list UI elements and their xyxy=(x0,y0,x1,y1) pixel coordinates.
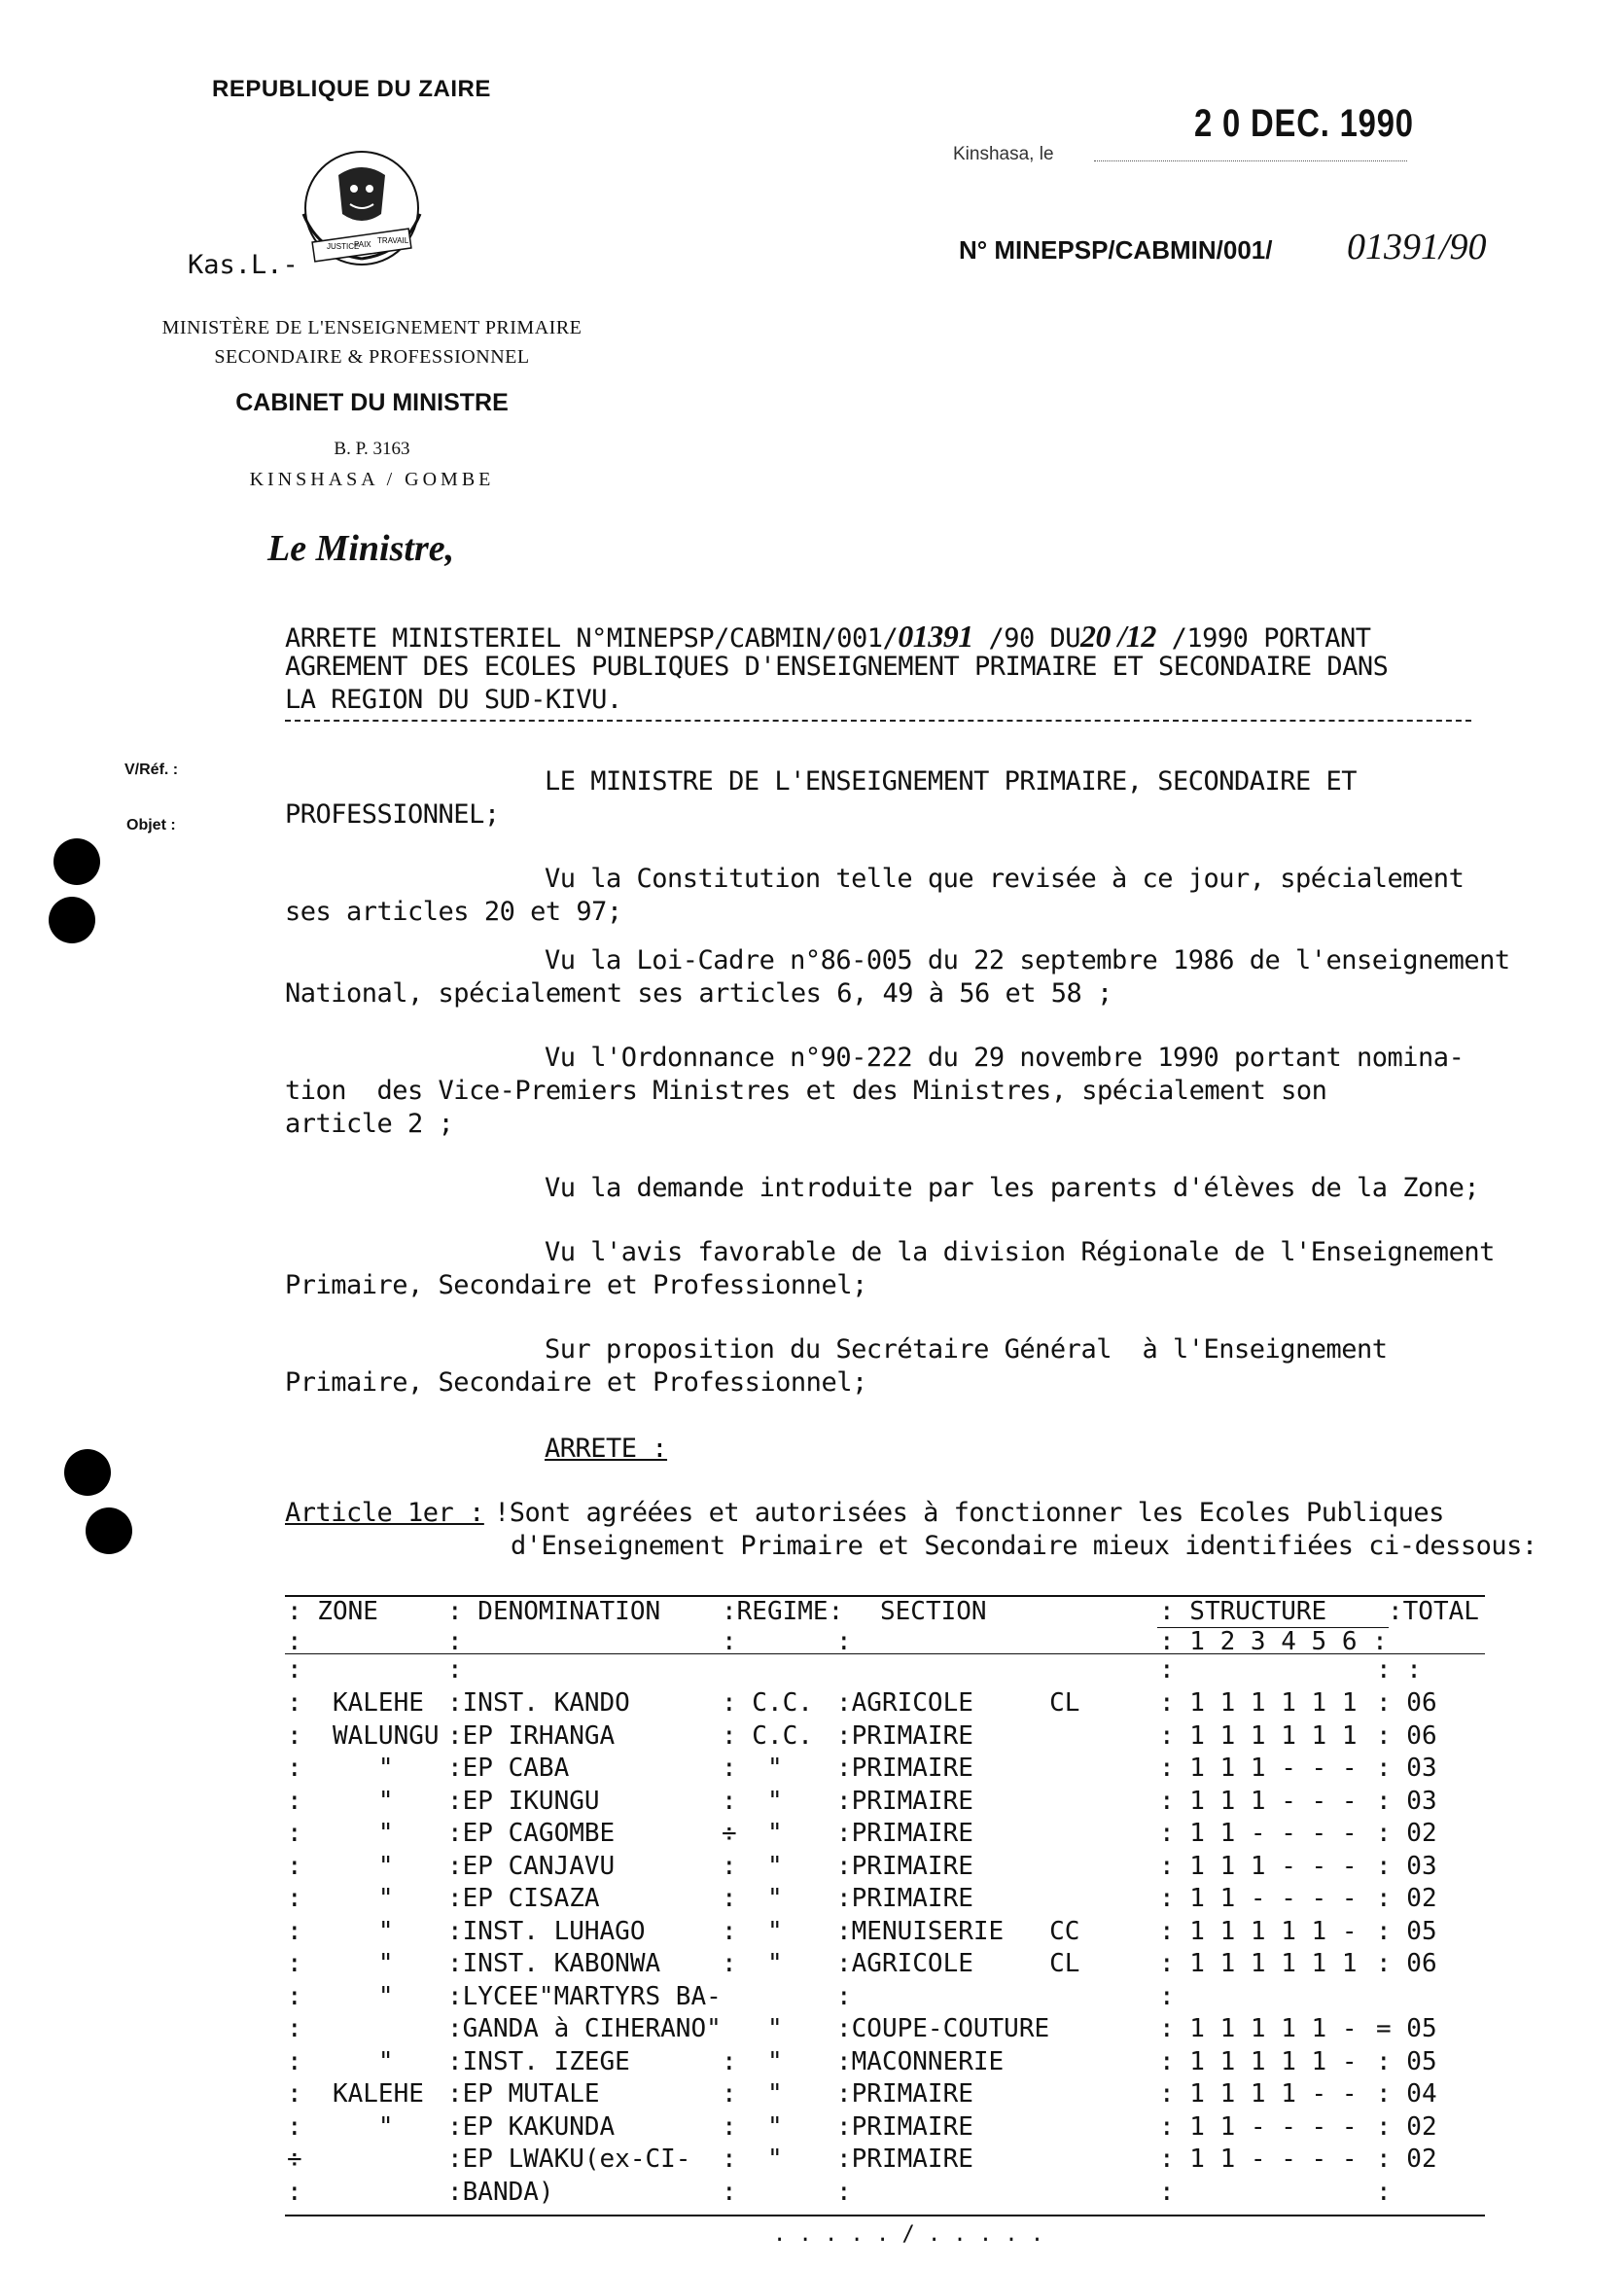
place-date-label: Kinshasa, le xyxy=(953,144,1054,164)
cell-zone: : KALEHE xyxy=(287,1688,424,1718)
cell-regime: ÷ " xyxy=(722,1819,783,1848)
punch-hole xyxy=(86,1507,132,1554)
cell-regime: : C.C. xyxy=(722,1720,813,1751)
cell-zone: : " xyxy=(287,1949,394,1978)
cell-total: : 03 xyxy=(1376,1754,1437,1783)
cell-structure: : 1 1 1 - - - xyxy=(1159,1786,1358,1816)
cell-denomination: :EP CABA xyxy=(447,1754,570,1783)
cell-section: :PRIMAIRE xyxy=(836,1720,973,1751)
cell-zone: : " xyxy=(287,1884,394,1913)
vu-loi-cadre-line-2: National, spécialement ses articles 6, 49 à 56 et 58 ; xyxy=(285,978,1112,1009)
cell-section: : xyxy=(836,1981,852,2011)
cell-denomination: :EP KAKUNDA xyxy=(447,2111,616,2142)
cabinet-title: CABINET DU MINISTRE xyxy=(235,389,509,416)
handwritten-number: 01391 xyxy=(898,619,973,654)
cell-denomination: :EP CAGOMBE xyxy=(447,1819,616,1848)
table-header-rule xyxy=(285,1653,1485,1654)
cell-total: : 05 xyxy=(1376,2046,1437,2076)
republic-title: REPUBLIQUE DU ZAIRE xyxy=(212,76,491,102)
vu-loi-cadre-line-1: Vu la Loi-Cadre n°86-005 du 22 septembre 1986 de l'enseignement xyxy=(545,945,1510,975)
sur-proposition-line-1: Sur proposition du Secrétaire Général à l'Enseignement xyxy=(545,1334,1388,1365)
po-box: B. P. 3163 xyxy=(334,439,410,459)
punch-hole xyxy=(64,1449,111,1496)
vu-demande-line-1: Vu la demande introduite par les parents d'élèves de la Zone; xyxy=(545,1173,1480,1203)
vu-constitution-line-2: ses articles 20 et 97; xyxy=(285,897,622,927)
cell-total: : xyxy=(1376,2177,1392,2207)
vu-ordonnance-line-2: tion des Vice-Premiers Ministres et des Ministres, spécialement son xyxy=(285,1076,1327,1106)
cell-structure: : xyxy=(1159,2177,1175,2207)
seal-motto-center: PAIX xyxy=(354,240,371,249)
cell-total: : 02 xyxy=(1376,2145,1437,2174)
cell-structure: : 1 1 - - - - xyxy=(1159,1819,1358,1848)
title-text: ARRETE MINISTERIEL N°MINEPSP/CABMIN/001/ xyxy=(285,623,899,654)
continuation-marker: . . . . . / . . . . . xyxy=(773,2222,1044,2247)
cell-regime: : " xyxy=(722,2079,783,2109)
cell-total: : 06 xyxy=(1376,1688,1437,1718)
article-label: Article 1er : xyxy=(285,1498,484,1528)
cell-regime: " xyxy=(722,2014,783,2043)
cell-denomination: :INST. LUHAGO xyxy=(447,1916,646,1946)
cell-denomination: :INST. IZEGE xyxy=(447,2046,630,2076)
cell-regime: : " xyxy=(722,2145,783,2174)
cell-denomination: :EP CISAZA xyxy=(447,1884,600,1913)
cell-regime: : C.C. xyxy=(722,1688,813,1718)
punch-hole xyxy=(53,838,100,885)
cell-total: : 06 xyxy=(1376,1949,1437,1978)
cell-section: :PRIMAIRE xyxy=(836,2079,973,2109)
vu-ordonnance-line-1: Vu l'Ordonnance n°90-222 du 29 novembre 1990 portant nomina- xyxy=(545,1043,1465,1073)
sur-proposition-line-2: Primaire, Secondaire et Professionnel; xyxy=(285,1367,867,1398)
signatory-title: Le Ministre, xyxy=(267,528,455,569)
handwritten-date: 20 /12 xyxy=(1080,619,1156,654)
header-total: :TOTAL xyxy=(1388,1597,1479,1626)
header-denomination: : DENOMINATION xyxy=(447,1597,661,1626)
national-seal-emblem xyxy=(280,146,443,278)
cell-structure: : 1 1 - - - - xyxy=(1159,2145,1358,2174)
reference-number-handwritten: 01391/90 xyxy=(1347,227,1487,267)
cell-zone: : " xyxy=(287,1981,394,2011)
cell-section: :COUPE-COUTURE xyxy=(836,2014,1050,2043)
cell-section: :PRIMAIRE xyxy=(836,1754,973,1783)
cell-regime: : xyxy=(722,2177,737,2207)
header-zone: : ZONE xyxy=(287,1597,378,1626)
vu-avis-line-2: Primaire, Secondaire et Professionnel; xyxy=(285,1270,867,1300)
cell-structure: : 1 1 - - - - xyxy=(1159,2111,1358,2142)
cell-structure: : 1 1 1 1 1 - xyxy=(1159,2014,1358,2043)
cell-denomination: :INST. KANDO xyxy=(447,1688,630,1718)
decree-title-line-1 xyxy=(285,619,1370,655)
cell-section: :PRIMAIRE xyxy=(836,1819,973,1848)
cell-section: :AGRICOLE CL xyxy=(836,1949,1080,1978)
article-text-line-1: !Sont agréées et autorisées à fonctionner les Ecoles Publiques xyxy=(494,1498,1444,1528)
vu-constitution-line-1: Vu la Constitution telle que revisée à ce jour, spécialement xyxy=(545,864,1465,894)
cell-total: : 05 xyxy=(1376,1916,1437,1946)
cell-regime: : " xyxy=(722,1754,783,1783)
cell-zone: : xyxy=(287,2177,302,2207)
header-structure-years: : 1 2 3 4 5 6 : xyxy=(1159,1627,1388,1656)
cell-regime: : " xyxy=(722,1851,783,1881)
title-text: /90 DU xyxy=(972,623,1081,654)
cell-total: = 05 xyxy=(1376,2014,1437,2043)
reference-number-label: N° MINEPSP/CABMIN/001/ xyxy=(959,235,1273,265)
cell-section: :PRIMAIRE xyxy=(836,1786,973,1816)
cell-denomination: :LYCEE"MARTYRS BA- xyxy=(447,1981,722,2011)
header-regime: :REGIME: xyxy=(722,1597,844,1626)
city-line: KINSHASA / GOMBE xyxy=(249,469,495,490)
vref-label: V/Réf. : xyxy=(124,762,179,778)
article-text-line-2: d'Enseignement Primaire et Secondaire mieux identifiées ci-dessous: xyxy=(511,1531,1537,1561)
cell-denomination: :EP LWAKU(ex-CI- xyxy=(447,2145,691,2174)
table-header-row xyxy=(287,1597,1479,1629)
cell-zone: : " xyxy=(287,1916,394,1946)
cell-structure: : 1 1 1 1 1 - xyxy=(1159,1916,1358,1946)
cell-zone: : " xyxy=(287,2111,394,2142)
cell-total: : 02 xyxy=(1376,2111,1437,2142)
cell-zone: : " xyxy=(287,1851,394,1881)
decree-title-line-2: AGREMENT DES ECOLES PUBLIQUES D'ENSEIGNEMENT PRIMAIRE ET SECONDAIRE DANS xyxy=(285,652,1389,682)
vu-avis-line-1: Vu l'avis favorable de la division Régionale de l'Enseignement xyxy=(545,1237,1495,1267)
date-dotted-line xyxy=(1094,160,1407,161)
preamble-line-2: PROFESSIONNEL; xyxy=(285,799,500,830)
cell-zone: : WALUNGU xyxy=(287,1720,440,1751)
cell-denomination: :EP IRHANGA xyxy=(447,1720,616,1751)
cell-denomination: :EP IKUNGU xyxy=(447,1786,600,1816)
punch-hole xyxy=(49,897,95,943)
seal-motto-left: JUSTICE xyxy=(327,242,360,251)
cell-structure: : 1 1 1 1 1 1 xyxy=(1159,1949,1358,1978)
cell-zone: : " xyxy=(287,2046,394,2076)
cell-denomination: :BANDA) xyxy=(447,2177,554,2207)
objet-label: Objet : xyxy=(126,817,176,833)
date-stamp: 2 0 DEC. 1990 xyxy=(1194,102,1414,145)
cell-section: :PRIMAIRE xyxy=(836,2111,973,2142)
title-text: /1990 PORTANT xyxy=(1155,623,1371,654)
cell-zone: : KALEHE xyxy=(287,2079,424,2109)
kas-label: Kas.L.- xyxy=(188,250,299,280)
cell-structure: : 1 1 1 1 1 - xyxy=(1159,2046,1358,2076)
cell-structure: : xyxy=(1159,1981,1175,2011)
cell-total: : 02 xyxy=(1376,1819,1437,1848)
cell-total: : 03 xyxy=(1376,1851,1437,1881)
cell-regime: : " xyxy=(722,2111,783,2142)
ministry-line-1: MINISTÈRE DE L'ENSEIGNEMENT PRIMAIRE xyxy=(161,317,583,338)
cell-denomination: :EP CANJAVU xyxy=(447,1851,616,1881)
cell-structure: : 1 1 1 - - - xyxy=(1159,1851,1358,1881)
cell-total: : 04 xyxy=(1376,2079,1437,2109)
cell-zone: ÷ xyxy=(287,2145,302,2174)
cell-total: : 02 xyxy=(1376,1884,1437,1913)
cell-zone: : " xyxy=(287,1819,394,1848)
cell-structure: : 1 1 1 1 - - xyxy=(1159,2079,1358,2109)
preamble-line-1: LE MINISTRE DE L'ENSEIGNEMENT PRIMAIRE, SECONDAIRE ET xyxy=(545,766,1358,797)
decree-title-line-3: LA REGION DU SUD-KIVU. xyxy=(285,685,622,715)
seal-motto-right: TRAVAIL xyxy=(377,236,409,245)
cell-section: :MENUISERIE CC xyxy=(836,1916,1080,1946)
vu-ordonnance-line-3: article 2 ; xyxy=(285,1109,454,1139)
cell-section: :PRIMAIRE xyxy=(836,1851,973,1881)
arrete-heading: ARRETE : xyxy=(545,1434,668,1464)
cell-regime: : " xyxy=(722,1884,783,1913)
cell-denomination: :INST. KABONWA xyxy=(447,1949,661,1978)
cell-regime: : " xyxy=(722,2046,783,2076)
cell-regime: : " xyxy=(722,1916,783,1946)
cell-structure: : 1 1 - - - - xyxy=(1159,1884,1358,1913)
cell-section: :MACONNERIE xyxy=(836,2046,1005,2076)
cell-denomination: :GANDA à CIHERANO" xyxy=(447,2014,722,2043)
cell-total: : 03 xyxy=(1376,1786,1437,1816)
cell-zone: : " xyxy=(287,1754,394,1783)
table-bottom-rule xyxy=(285,2215,1485,2216)
cell-zone: : xyxy=(287,2014,302,2043)
cell-structure: : 1 1 1 1 1 1 xyxy=(1159,1688,1358,1718)
cell-section: :PRIMAIRE xyxy=(836,1884,973,1913)
cell-zone: : " xyxy=(287,1786,394,1816)
cell-regime: : " xyxy=(722,1949,783,1978)
ministry-line-2: SECONDAIRE & PROFESSIONNEL xyxy=(214,346,530,368)
cell-denomination: :EP MUTALE xyxy=(447,2079,600,2109)
table-subheader-row: : : : : : 1 2 3 4 5 6 : xyxy=(287,1627,1388,1656)
cell-regime: : " xyxy=(722,1786,783,1816)
cell-total: : 06 xyxy=(1376,1720,1437,1751)
table-spacer-row: : : : : : xyxy=(287,1655,1422,1684)
header-section: SECTION xyxy=(880,1597,987,1626)
header-structure: : STRUCTURE xyxy=(1159,1597,1327,1626)
cell-structure: : 1 1 1 1 1 1 xyxy=(1159,1720,1358,1751)
title-underline xyxy=(285,720,1471,722)
cell-structure: : 1 1 1 - - - xyxy=(1159,1754,1358,1783)
cell-section: :AGRICOLE CL xyxy=(836,1688,1080,1718)
cell-section: : xyxy=(836,2177,852,2207)
cell-section: :PRIMAIRE xyxy=(836,2145,973,2174)
